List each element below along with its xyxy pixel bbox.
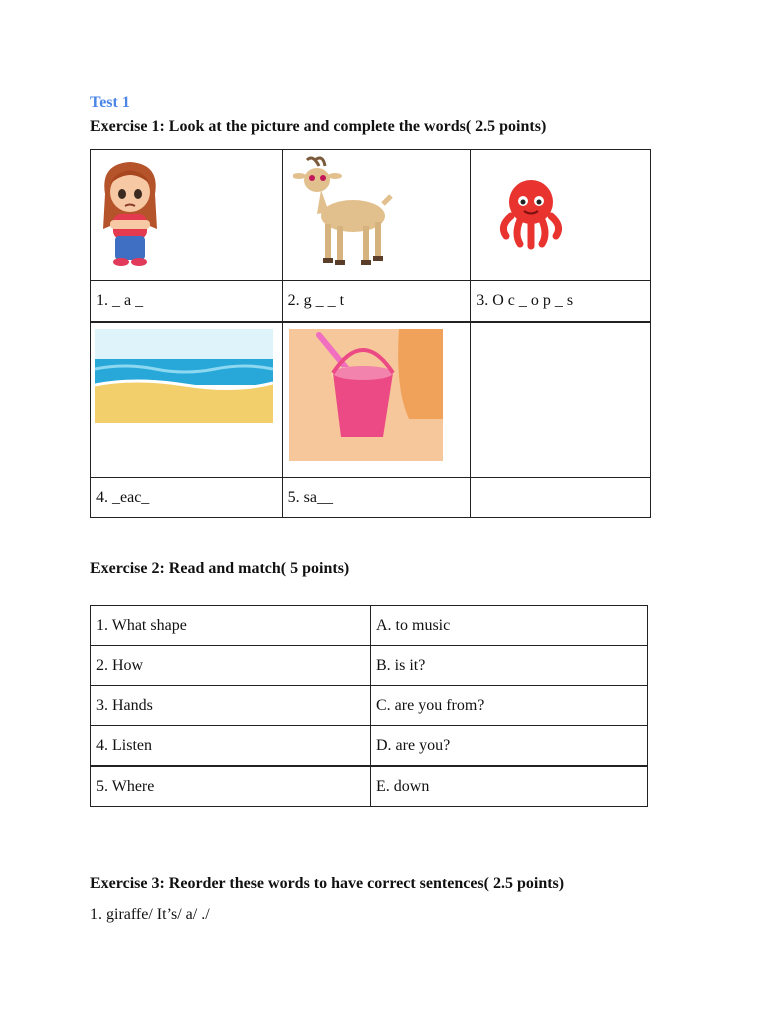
exercise3-title: Exercise 3: Reorder these words to have correct sentences( 2.5 points) (90, 875, 565, 892)
word-cell-5: 5. sa__ (282, 478, 471, 518)
exercise1-title: Exercise 1: Look at the picture and complete the words( 2.5 points) (90, 118, 547, 135)
octopus-icon (496, 174, 566, 254)
match-right: B. is it? (371, 646, 648, 686)
word-cell-4: 4. _eac_ (91, 478, 283, 518)
picture-cell-3 (471, 150, 651, 281)
goat-icon (293, 156, 393, 268)
match-right: A. to music (371, 606, 648, 646)
match-left: 3. Hands (91, 686, 371, 726)
match-left: 1. What shape (91, 606, 371, 646)
picture-cell-6 (471, 322, 651, 478)
picture-cell-1 (91, 150, 283, 281)
match-row (91, 646, 648, 686)
reorder-item-1: 1. giraffe/ It’s/ a/ ./ (90, 906, 210, 923)
match-right: E. down (371, 766, 648, 807)
word-cell-3: 3. O c _ o p _ s (471, 281, 651, 323)
picture-cell-4 (91, 322, 283, 478)
match-row (91, 766, 648, 807)
match-row (91, 686, 648, 726)
exercise1-table (90, 149, 651, 518)
sad-girl-icon (95, 154, 165, 269)
match-left: 2. How (91, 646, 371, 686)
match-right: D. are you? (371, 726, 648, 767)
match-left: 4. Listen (91, 726, 371, 767)
match-row (91, 606, 648, 646)
test-title: Test 1 (90, 94, 130, 111)
word-cell-1: 1. _ a _ (91, 281, 283, 323)
exercise2-table (90, 605, 648, 807)
exercise2-title: Exercise 2: Read and match( 5 points) (90, 560, 350, 577)
picture-cell-2 (282, 150, 471, 281)
beach-icon (95, 329, 273, 423)
match-left: 5. Where (91, 766, 371, 807)
match-row (91, 726, 648, 767)
picture-cell-5 (282, 322, 471, 478)
word-cell-2: 2. g _ _ t (282, 281, 471, 323)
word-cell-6 (471, 478, 651, 518)
match-right: C. are you from? (371, 686, 648, 726)
sand-bucket-icon (289, 329, 443, 461)
